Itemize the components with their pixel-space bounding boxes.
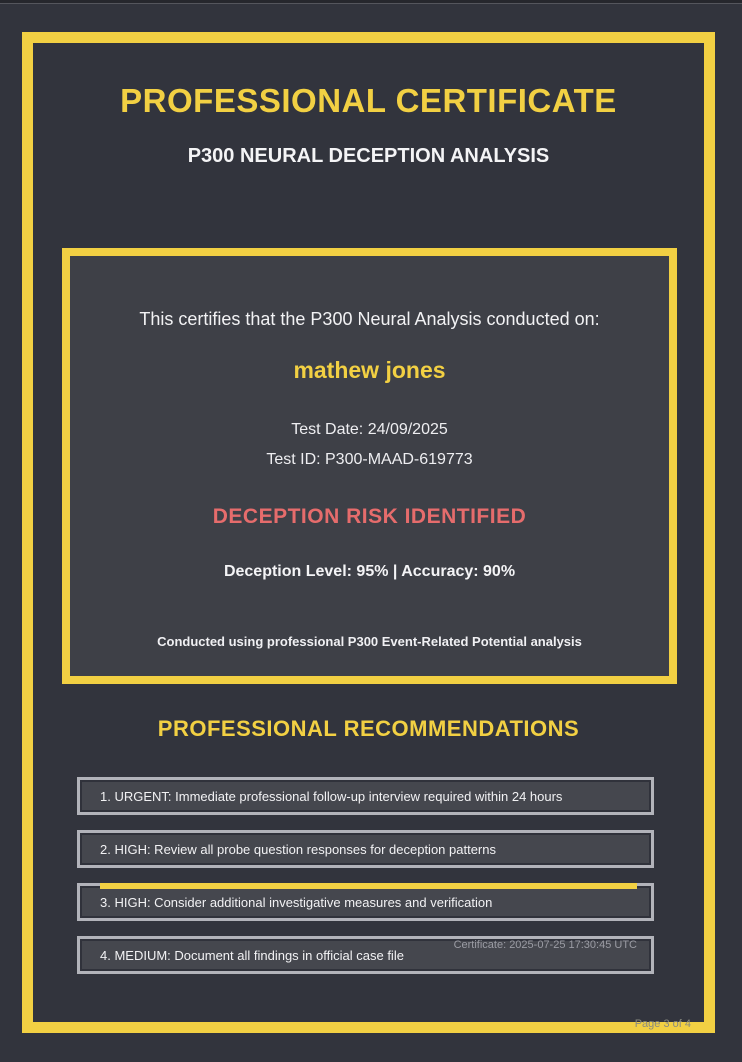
recommendation-item — [77, 777, 654, 815]
analysis-method-line: Conducted using professional P300 Event-Related Potential analysis — [157, 634, 582, 649]
deception-risk-heading: DECEPTION RISK IDENTIFIED — [212, 505, 527, 528]
certificate-timestamp: Certificate: 2025-07-25 17:30:45 UTC — [453, 939, 637, 951]
subject-name: mathew jones — [293, 357, 446, 383]
test-date-line: Test Date: 24/09/2025 — [291, 421, 448, 438]
recommendation-text: 3. HIGH: Consider additional investigative measures and verification — [100, 894, 493, 910]
recommendations-heading: PROFESSIONAL RECOMMENDATIONS — [157, 716, 580, 741]
recommendation-text: 4. MEDIUM: Document all findings in official case file — [100, 947, 404, 963]
recommendation-text: 2. HIGH: Review all probe question responses for deception patterns — [100, 841, 496, 857]
window-top-edge — [0, 0, 742, 4]
test-id-line: Test ID: P300-MAAD-619773 — [266, 451, 473, 468]
recommendation-item — [77, 830, 654, 868]
page-number-label: Page 3 of 4 — [634, 1018, 691, 1030]
recommendation-text: 1. URGENT: Immediate professional follow-up interview required within 24 hours — [100, 788, 563, 804]
certifies-intro-line: This certifies that the P300 Neural Analysis conducted on: — [139, 309, 600, 329]
page-title: PROFESSIONAL CERTIFICATE — [120, 82, 617, 119]
page-subtitle: P300 NEURAL DECEPTION ANALYSIS — [187, 145, 550, 167]
deception-metrics-line: Deception Level: 95% | Accuracy: 90% — [223, 563, 516, 580]
yellow-accent-stripe — [100, 883, 637, 889]
